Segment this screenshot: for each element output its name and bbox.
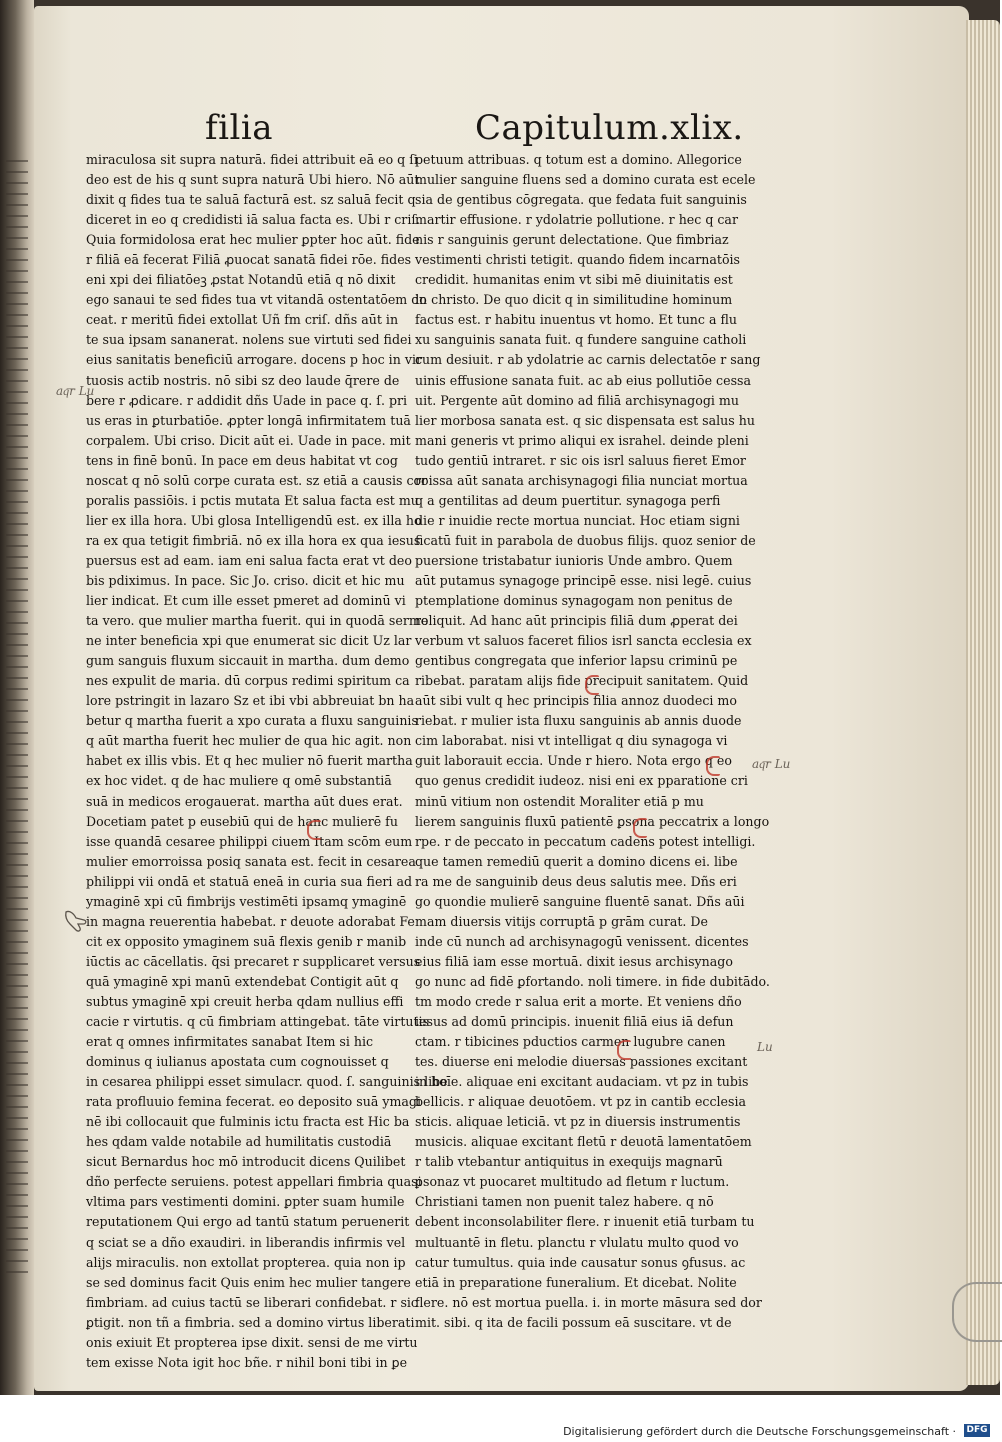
previous-page-edge <box>0 0 34 1395</box>
text-line: quā ymaginē xpi manū extendebat Contigit aūt q <box>86 973 399 989</box>
text-line: r talib vtebantur antiquitus in exequijs magnarū <box>415 1154 723 1170</box>
text-line: catur tumultus. quia inde causatur sonus ꝯfusus. ac <box>415 1254 746 1270</box>
text-line: tes. diuerse eni melodie diuersas passiones excitant <box>415 1054 748 1070</box>
text-line: noscat q nō solū corpe curata est. sz etiā a causis cor <box>86 472 428 488</box>
text-line: r filiā eā fecerat Filiā ꝓuocat sanatā fidei rōe. fides <box>86 252 412 268</box>
text-line: dño perfecte seruiens. potest appellari fimbria quasi <box>86 1174 422 1190</box>
text-line: ptemplatione dominus synagogam non penitus de <box>415 593 733 609</box>
text-line: miraculosa sit supra naturā. fidei attribuit eā eo q ſi <box>86 152 418 167</box>
text-line: habet ex illis vbis. Et q hec mulier nō fuerit martha <box>86 753 413 769</box>
text-line: alijs miraculis. non extollat propterea. quia non ip <box>86 1254 406 1270</box>
text-line: lier indicat. Et cum ille esset pmeret ad dominū vi <box>86 593 406 609</box>
text-line: vltima pars vestimenti domini. ꝑpter suam humile <box>86 1194 405 1210</box>
text-line: tm modo crede r salua erit a morte. Et veniens dño <box>415 993 742 1009</box>
text-line: eius sanitatis beneficiū arrogare. docens p hoc in vir <box>86 352 422 368</box>
text-line: erat q omnes infirmitates sanabat Item si hic <box>86 1034 374 1050</box>
text-line: cacie r virtutis. q cū fimbriam attingebat. tāte virtutis <box>86 1014 430 1030</box>
text-line: hes qdam valde notabile ad humilitatis custodiā <box>86 1134 392 1150</box>
text-line: tuosis actib nostris. nō sibi sz deo laude q̄rere de <box>86 372 400 388</box>
text-line: mam diuersis vitijs corruptā p grām curat. De <box>415 913 708 929</box>
text-column-left <box>86 150 448 1373</box>
text-line: nē ibi collocauit que fulminis ictu fracta est Hic ba <box>86 1114 410 1130</box>
text-line: gentibus congregata que inferior lapsu criminū pe <box>415 653 738 669</box>
footer-bar <box>0 1395 1000 1442</box>
funding-credit: Digitalisierung gefördert durch die Deutsche Forschungsgemeinschaft · <box>563 1425 956 1438</box>
text-line: cim laborabat. nisi vt intelligat q diu synagoga vi <box>415 733 728 749</box>
text-line: cum desiuit. r ab ydolatrie ac carnis delectatōe r sang <box>415 352 761 368</box>
rubric-paragraph-mark <box>706 756 720 776</box>
text-line: diceret in eo q credidisti iā salua facta es. Ubi r criſ. <box>86 212 421 228</box>
text-line: mulier sanguine fluens sed a domino curata est ecele <box>415 172 756 188</box>
text-line: ra me de sanguinib deus deus salutis mee. Dñs eri <box>415 873 737 889</box>
text-line: in magna reuerentia habebat. r deuote adorabat Fe <box>86 913 415 929</box>
text-line: ribebat. paratam alijs fide precipuit sanitatem. Quid <box>415 673 749 689</box>
text-line: subtus ymaginē xpi creuit herba qdam nullius effi <box>86 993 404 1009</box>
text-line: go quondie mulierē sanguine fluentē sanat. Dñs aūi <box>415 893 745 909</box>
running-head-right: Capitulum.xlix. <box>475 108 744 148</box>
text-line: lierem sanguinis fluxū patientē ꝑsona peccatrix a longo <box>415 813 770 829</box>
text-line: guit laborauit eccia. Unde r hiero. Nota ergo q eo <box>415 753 732 769</box>
text-line: uinis effusione sanata fuit. ac ab eius pollutiōe cessa <box>415 372 751 388</box>
text-line: mulier emorroissa posiq sanata est. fecit in cesarea <box>86 853 416 869</box>
text-line: Christiani tamen non puenit talez habere. q nō <box>415 1194 714 1210</box>
text-line: bere r ꝓdicare. r addidit dñs Uade in pace q. ſ. pri <box>86 392 408 408</box>
text-line: reputationem Qui ergo ad tantū statum peruenerit <box>86 1214 410 1230</box>
text-line: lier ex illa hora. Ubi glosa Intelligendū est. ex illa ho <box>86 512 422 528</box>
text-line: us eras in ꝑturbatiōe. ꝓpter longā infirmitatem tuā <box>86 412 411 428</box>
text-line: eni xpi dei filiatōeꝫ ꝓstat Notandū etiā q nō dixit <box>86 272 396 288</box>
text-line: riebat. r mulier ista fluxu sanguinis ab annis duode <box>415 713 742 729</box>
text-line: ymaginē xpi cū fimbrijs vestimēti ipsamq ymaginē <box>86 893 407 909</box>
text-line: dixit q fides tua te saluā facturā est. sz saluā fecit q <box>86 192 416 208</box>
text-line: nes expulit de maria. dū corpus redimi spiritum ca <box>86 673 410 689</box>
text-line: in hoīe. aliquae eni excitant audaciam. vt pz in tubis <box>415 1074 749 1090</box>
text-line: sticis. aliquae leticiā. vt pz in diuersis instrumentis <box>415 1114 741 1130</box>
text-line: lore pstringit in lazaro Sz et ibi vbi abbreuiat bn ha <box>86 693 415 709</box>
text-line: gum sanguis fluxum siccauit in martha. dum demo <box>86 653 410 669</box>
text-line: ex hoc videt. q de hac muliere q omē substantiā <box>86 773 392 789</box>
text-column-right <box>415 150 770 1333</box>
text-line: ta vero. que mulier martha fuerit. qui in quodā sermo <box>86 613 429 629</box>
text-line: mit. sibi. q ita de facili possum eā suscitare. vt de <box>415 1314 732 1330</box>
text-line: tudo gentiū intraret. r sic ois isrl saluus fieret Emor <box>415 452 746 468</box>
text-line: puersus est ad eam. iam eni salua facta erat vt deo <box>86 552 412 568</box>
text-line: ra ex qua tetigit fimbriā. nō ex illa hora ex qua iesus <box>86 532 421 548</box>
text-line: in christo. De quo dicit q in similitudine hominum <box>415 292 733 308</box>
rubric-paragraph-mark <box>617 1040 631 1060</box>
text-line: tens in finē bonū. In pace em deus habitat vt cog <box>86 452 398 468</box>
text-line: que tamen remediū querit a domino dicens ei. libe <box>415 853 738 869</box>
text-line: lier morbosa sanata est. q sic dispensata est salus hu <box>415 412 755 428</box>
dfg-logo: DFG <box>964 1424 990 1437</box>
marginal-note: aq͞r Lu <box>752 757 791 771</box>
text-line: suā in medicos erogauerat. martha aūt dues erat. <box>86 793 403 809</box>
text-line: poralis passiōis. i pctis mutata Et salua facta est mu <box>86 492 419 508</box>
text-line: onis exiuit Et propterea ipse dixit. sensi de me virtu <box>86 1334 418 1350</box>
rubric-paragraph-mark <box>307 820 321 840</box>
text-line: xu sanguinis sanata fuit. q fundere sanguine catholi <box>415 332 747 348</box>
text-line: die r inuidie recte mortua nunciat. Hoc etiam signi <box>415 512 740 528</box>
text-line: iūctis ac cācellatis. q̄si precaret r supplicaret versus <box>86 953 421 969</box>
marginal-note: Lu <box>757 1040 773 1054</box>
rubric-paragraph-mark <box>633 818 647 838</box>
text-line: te sua ipsam sananerat. nolens sue virtuti sed fidei <box>86 332 412 348</box>
text-line: martir effusione. r ydolatrie pollutione. r hec q car <box>415 212 738 228</box>
text-line: Docetiam patet p eusebiū qui de hanc mulierē fu <box>86 813 398 829</box>
text-line: dominus q iulianus apostata cum cognouisset q <box>86 1054 389 1070</box>
text-line: petuum attribuas. q totum est a domino. Allegorice <box>415 152 742 167</box>
text-line: rata profluuio femina fecerat. eo deposito suā ymagi <box>86 1094 421 1110</box>
text-line: ego sanaui te sed fides tua vt vitandā ostentatōem do <box>86 292 427 308</box>
text-line: corpalem. Ubi criso. Dicit aūt ei. Uade in pace. mit <box>86 432 411 448</box>
text-line: Quia formidolosa erat hec mulier ꝑpter hoc aūt. fide <box>86 232 420 248</box>
text-line: philippi vii ondā et statuā eneā in curia sua fieri ad <box>86 873 413 889</box>
text-line: q a gentilitas ad deum puertitur. synagoga perfi <box>415 492 721 508</box>
text-line: reliquit. Ad hanc aūt principis filiā dum ꝓperat dei <box>415 613 738 629</box>
text-line: musicis. aliquae excitant fletū r deuotā lamentatōem <box>415 1134 752 1150</box>
text-line: mani generis vt primo aliqui ex israhel. deinde pleni <box>415 432 749 448</box>
text-line: bellicis. r aliquae deuotōem. vt pz in cantib ecclesia <box>415 1094 747 1110</box>
text-line: isse quandā cesaree philippi ciuem Itam scōm eum <box>86 833 413 849</box>
text-line: eius filiā iam esse mortuā. dixit iesus archisynago <box>415 953 733 969</box>
text-line: bis pdiximus. In pace. Sic Jo. criso. dicit et hic mu <box>86 572 405 588</box>
running-head-left: filia <box>205 108 273 148</box>
text-line: nis r sanguinis gerunt delectatione. Que fimbriaz <box>415 232 729 248</box>
text-line: fimbriam. ad cuius tactū se liberari confidebat. r sic <box>86 1294 418 1310</box>
rubric-paragraph-mark <box>585 675 599 695</box>
page-stack-edge <box>966 20 1000 1385</box>
text-line: inde cū nunch ad archisynagogū venissent. dicentes <box>415 933 749 949</box>
text-line: aūt sibi vult q hec principis filia annoz duodeci mo <box>415 693 737 709</box>
text-line: sia de gentibus cōgregata. que fedata fuit sanguinis <box>415 192 747 208</box>
text-line: se sed dominus facit Quis enim hec mulier tangere <box>86 1274 411 1290</box>
text-line: debent inconsolabiliter flere. r inuenit etiā turbam tu <box>415 1214 755 1230</box>
marginal-note: aq͞r Lu <box>56 384 95 398</box>
text-line: q sciat se a dño exaudiri. in liberandis infirmis vel <box>86 1234 406 1250</box>
text-line: ne inter beneficia xpi que enumerat sic dicit Uz lar <box>86 633 412 649</box>
text-line: cit ex opposito ymaginem suā flexis genib r manib <box>86 933 407 949</box>
text-line: ꝑsonaz vt puocaret multitudo ad fletum r luctum. <box>415 1174 730 1190</box>
text-line: ceat. r meritū fidei extollat Uñ fm criſ. dñs aūt in <box>86 312 399 328</box>
text-line: betur q martha fuerit a xpo curata a fluxu sanguinis <box>86 713 418 729</box>
text-line: tem exisse Nota igit hoc bñe. r nihil boni tibi in ꝑe <box>86 1354 408 1370</box>
text-line: roissa aūt sanata archisynagogi filia nunciat mortua <box>415 472 748 488</box>
text-line: q aūt martha fuerit hec mulier de qua hic agit. non <box>86 733 412 749</box>
text-line: minū vitium non ostendit Moraliter etiā p mu <box>415 793 704 809</box>
text-line: puersione tristabatur iunioris Unde ambro. Quem <box>415 552 733 568</box>
text-line: flere. nō est mortua puella. i. in morte māsura sed dor <box>415 1294 762 1310</box>
page-clip <box>952 1282 1002 1342</box>
text-line: ctam. r tibicines pductios carmen lugubre canen <box>415 1034 726 1050</box>
text-line: etiā in preparatione funeralium. Et dicebat. Nolite <box>415 1274 737 1290</box>
text-line: verbum vt saluos faceret filios isrl sancta ecclesia ex <box>415 633 752 649</box>
text-line: credidit. humanitas enim vt sibi mē diuinitatis est <box>415 272 733 288</box>
text-line: iesus ad domū principis. inuenit filiā eius iā defun <box>415 1014 734 1030</box>
text-line: ꝑtigit. non tñ a fimbria. sed a domino virtus liberati <box>86 1314 415 1330</box>
manicule-icon <box>62 906 88 936</box>
text-line: go nunc ad fidē ꝑfortando. noli timere. in fide dubitādo. <box>415 973 770 989</box>
text-line: uit. Pergente aūt domino ad filiā archisynagogi mu <box>415 392 739 408</box>
text-line: aūt putamus synagoge principē esse. nisi legē. cuius <box>415 572 752 588</box>
text-line: quo genus credidit iudeoz. nisi eni ex pparatione cri <box>415 773 748 789</box>
text-line: vestimenti christi tetigit. quando fidem incarnatōis <box>415 252 741 268</box>
text-line: sicut Bernardus hoc mō introducit dicens Quilibet <box>86 1154 406 1170</box>
text-line: deo est de his q sunt supra naturā Ubi hiero. Nō aūt <box>86 172 420 188</box>
text-line: ficatū fuit in parabola de duobus filijs. quoz senior de <box>415 532 756 548</box>
text-line: rpe. r de peccato in peccatum cadens potest intelligi. <box>415 833 756 849</box>
text-line: multuantē in fletu. planctu r vlulatu multo quod vo <box>415 1234 739 1250</box>
text-line: in cesarea philippi esset simulacr. quod. ſ. sanguinis libe <box>86 1074 448 1090</box>
text-line: factus est. r habitu inuentus vt homo. Et tunc a flu <box>415 312 738 328</box>
